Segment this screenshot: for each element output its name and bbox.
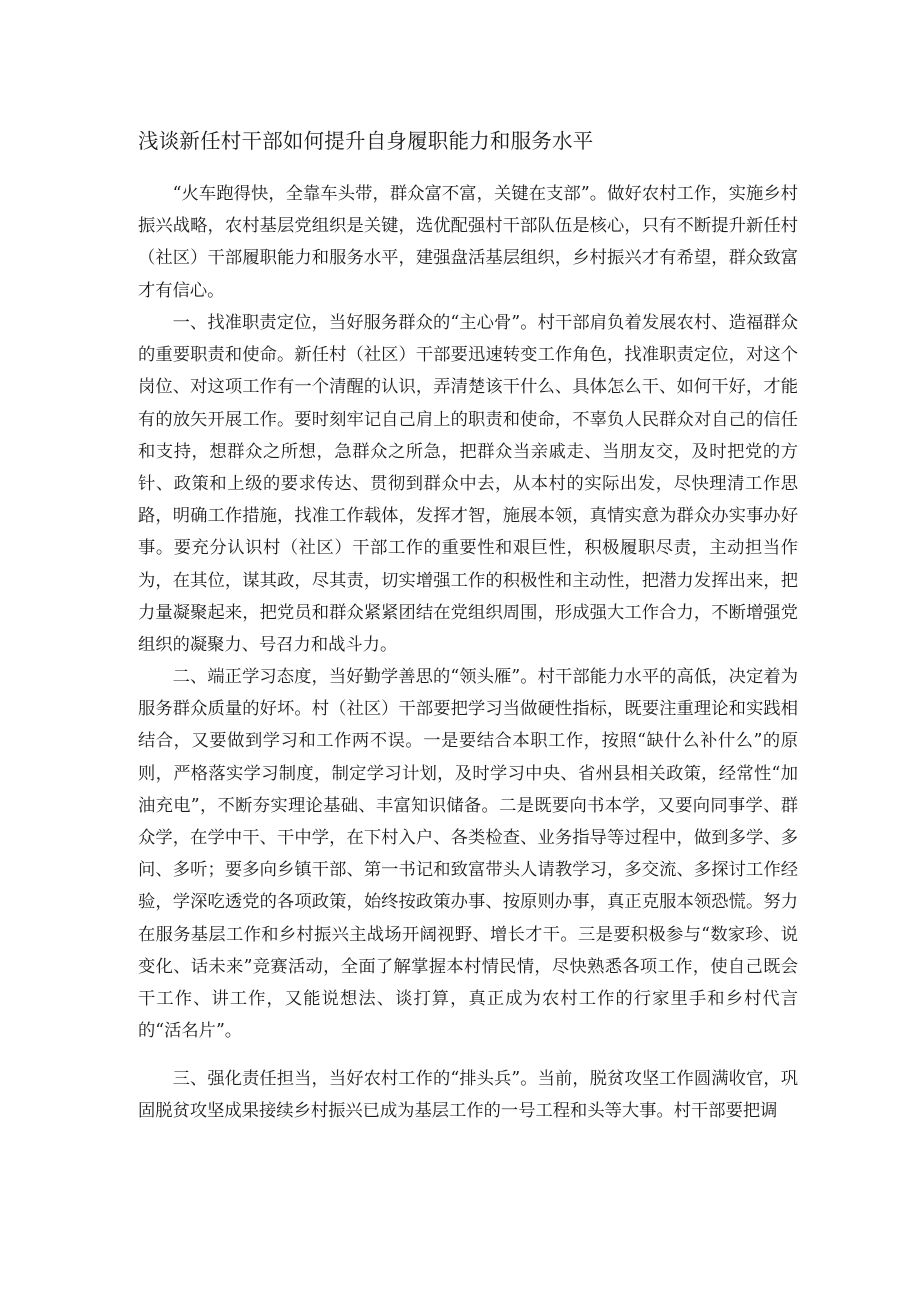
paragraph-section-2: 二、端正学习态度，当好勤学善思的“领头雁”。村干部能力水平的高低，决定着为服务群众质量的好坏。村（社区）干部要把学习当做硬性指标，既要注重理论和实践相结合，又要做到学习和工作两不误。一是要结合本职工作，按照“缺什么补什么”的原则，严格落实学习制度，制定学习计划，及时学习中央、省州县相关政策，经常性“加油充电”，不断夯实理论基础、丰富知识储备。二是既要向书本学，又要向同事学、群众学，在学中干、干中学，在下村入户、各类检查、业务指导等过程中，做到多学、多问、多听；要多向乡镇干部、第一书记和致富带头人请教学习，多交流、多探讨工作经验，学深吃透党的各项政策，始终按政策办事、按原则办事，真正克服本领恐慌。努力在服务基层工作和乡村振兴主战场开阔视野、增长才干。三是要积极参与“数家珍、说变化、话未来”竞赛活动，全面了解掌握本村情民情，尽快熟悉各项工作，使自己既会干工作、讲工作，又能说想法、谈打算，真正成为农村工作的行家里手和乡村代言的“活名片”。: [138, 667, 798, 1042]
paragraph-section-1: 一、找准职责定位，当好服务群众的“主心骨”。村干部肩负着发展农村、造福群众的重要职责和使命。新任村（社区）干部要迅速转变工作角色，找准职责定位，对这个岗位、对这项工作有一个清醒的认识，弄清楚该干什么、具体怎么干、如何干好，才能有的放矢开展工作。要时刻牢记自己肩上的职责和使命，不辜负人民群众对自己的信任和支持，想群众之所想，急群众之所急，把群众当亲戚走、当朋友交，及时把党的方针、政策和上级的要求传达、贯彻到群众中去，从本村的实际出发，尽快理清工作思路，明确工作措施，找准工作载体，发挥才智，施展本领，真情实意为群众办实事办好事。要充分认识村（社区）干部工作的重要性和艰巨性，积极履职尽责，主动担当作为，在其位，谋其政，尽其责，切实增强工作的积极性和主动性，把潜力发挥出来，把力量凝聚起来，把党员和群众紧紧团结在党组织周围，形成强大工作合力，不断增强党组织的凝聚力、号召力和战斗力。: [138, 313, 798, 656]
document-title: 浅谈新任村干部如何提升自身履职能力和服务水平: [138, 129, 594, 153]
paragraph-intro: “火车跑得快，全靠车头带，群众富不富，关键在支部”。做好农村工作，实施乡村振兴战略，农村基层党组织是关键，选优配强村干部队伍是核心，只有不断提升新任村（社区）干部履职能力和服务水平，建强盘活基层组织，乡村振兴才有希望，群众致富才有信心。: [138, 184, 798, 301]
paragraph-section-3: 三、强化责任担当，当好农村工作的“排头兵”。当前，脱贫攻坚工作圆满收官，巩固脱贫攻坚成果接续乡村振兴已成为基层工作的一号工程和头等大事。村干部要把调: [138, 1069, 798, 1122]
